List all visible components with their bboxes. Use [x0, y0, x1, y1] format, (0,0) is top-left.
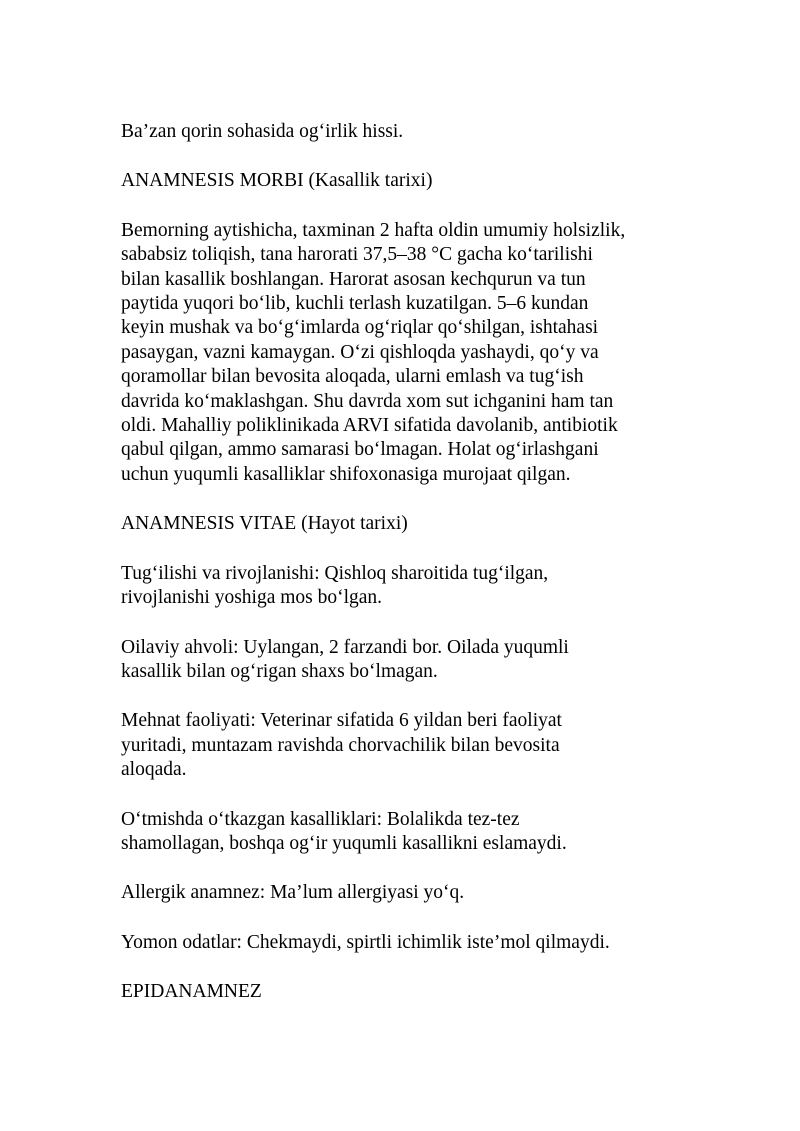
text-line: bilan kasallik boshlangan. Harorat asosan kechqurun va tun	[121, 268, 586, 290]
text-line: Tug‘ilishi va rivojlanishi: Qishloq sharoitida tug‘ilgan,	[121, 562, 549, 584]
text-line: Allergik anamnez: Ma’lum allergiyasi yo‘q.	[121, 882, 465, 904]
heading-epidanamnez	[121, 980, 691, 1004]
heading-text: ANAMNESIS VITAE (Hayot tarixi)	[121, 513, 408, 535]
paragraph-anamnesis-morbi	[121, 219, 691, 487]
paragraph-intro	[121, 120, 691, 144]
heading-text: EPIDANAMNEZ	[121, 981, 262, 1003]
text-line: kasallik bilan og‘rigan shaxs bo‘lmagan.	[121, 660, 438, 682]
paragraph-family-status	[121, 636, 691, 685]
text-line: uchun yuqumli kasalliklar shifoxonasiga murojaat qilgan.	[121, 463, 571, 485]
heading-anamnesis-vitae	[121, 512, 691, 536]
text-line: yuritadi, muntazam ravishda chorvachilik bilan bevosita	[121, 734, 560, 756]
text-line: qoramollar bilan bevosita aloqada, ularni emlash va tug‘ish	[121, 366, 584, 388]
text-line: oldi. Mahalliy poliklinikada ARVI sifatida davolanib, antibiotik	[121, 415, 618, 437]
heading-anamnesis-morbi	[121, 169, 691, 193]
text-line: davrida ko‘maklashgan. Shu davrda xom sut ichganini ham tan	[121, 390, 614, 412]
paragraph-birth-development	[121, 562, 691, 611]
text-line: paytida yuqori bo‘lib, kuchli terlash kuzatilgan. 5–6 kundan	[121, 293, 589, 315]
text-line: rivojlanishi yoshiga mos bo‘lgan.	[121, 587, 383, 609]
text-line: O‘tmishda o‘tkazgan kasalliklari: Bolalikda tez-tez	[121, 808, 520, 830]
heading-text: ANAMNESIS MORBI (Kasallik tarixi)	[121, 170, 433, 192]
text-line: Mehnat faoliyati: Veterinar sifatida 6 yildan beri faoliyat	[121, 710, 562, 732]
text-line: pasaygan, vazni kamaygan. O‘zi qishloqda yashaydi, qo‘y va	[121, 341, 599, 363]
text-line: qabul qilgan, ammo samarasi bo‘lmagan. Holat og‘irlashgani	[121, 439, 599, 461]
text-line: shamollagan, boshqa og‘ir yuqumli kasallikni eslamaydi.	[121, 832, 567, 854]
text-line: sababsiz toliqish, tana harorati 37,5–38 °C gacha ko‘tarilishi	[121, 244, 593, 266]
paragraph-past-illnesses	[121, 808, 691, 857]
text-line: Bemorning aytishicha, taxminan 2 hafta oldin umumiy holsizlik,	[121, 219, 626, 241]
paragraph-bad-habits	[121, 931, 691, 955]
text-line: keyin mushak va bo‘g‘imlarda og‘riqlar qo‘shilgan, ishtahasi	[121, 317, 599, 339]
text-line: Oilaviy ahvoli: Uylangan, 2 farzandi bor. Oilada yuqumli	[121, 636, 569, 658]
text-line: Ba’zan qorin sohasida og‘irlik hissi.	[121, 121, 404, 142]
paragraph-allergy	[121, 881, 691, 905]
text-line: aloqada.	[121, 759, 187, 781]
document-body	[121, 120, 691, 1030]
paragraph-work-activity	[121, 709, 691, 782]
text-line: Yomon odatlar: Chekmaydi, spirtli ichimlik iste’mol qilmaydi.	[121, 931, 610, 953]
